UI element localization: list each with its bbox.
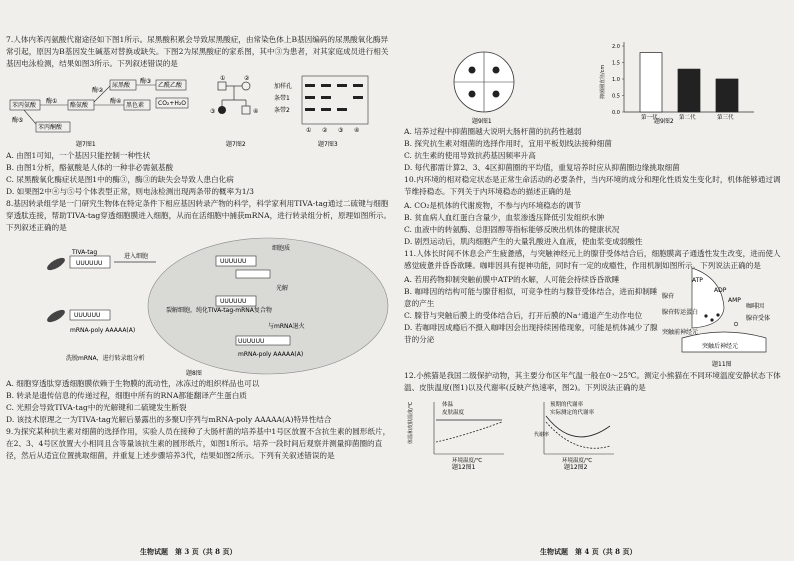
- adenosine-label: 腺苷: [662, 293, 675, 300]
- fig12-2-xlabel: 环境温度/℃: [562, 458, 593, 464]
- q10-option-c: C. 血液中的转氨酶、总胆固醇等指标能够反映出机体的健康状况: [404, 225, 620, 234]
- photolysis-label: 光解: [276, 285, 289, 292]
- gel-row-band2: 条带2: [274, 107, 290, 114]
- q11-figure-svg: [662, 268, 788, 372]
- q9-stem: 9.为探究某种抗生素对细菌的选择作用，实验人员在接种了大肠杆菌的培养基中1号区放置不含抗生素的圆形纸片，在2、3、4号区放置大小相同且含等量该抗生素的圆形纸片，如图1所示。培养一段时间后观察并测量抑菌圈的直径，然后从适宜位置挑取细菌，并重复上述步骤培养3代，结果如图2所示。下列有关叙述错误的是: [6, 427, 391, 460]
- bar: [678, 69, 700, 112]
- fig9-2-caption: 题9图2: [654, 118, 674, 125]
- x-tick-label: 第一代: [641, 115, 658, 121]
- y-tick-label: 1.5: [612, 60, 620, 67]
- q10-stem: 10.内环境的相对稳定状态是正常生命活动的必要条件，当内环境的成分和理化性质发生变化时，机体能够通过调节维持稳态。下列关于内环境稳态的描述正确的是: [404, 175, 781, 196]
- footer-right: 生物试题 第 4 页（共 8 页）: [540, 547, 637, 556]
- atp-label: ATP: [692, 277, 703, 284]
- svg-text:UUUUUU: UUUUUU: [74, 312, 101, 319]
- mrna-polya-label: mRNA-poly AAAAA(A): [70, 327, 136, 334]
- svg-text:mRNA-poly AAAAA(A): mRNA-poly AAAAA(A): [238, 351, 304, 358]
- fig7-1-caption: 题7图1: [76, 141, 96, 148]
- pedigree-4: [242, 106, 250, 114]
- q7-option-b: B. 由图1分析，酪氨酸是人体的一种非必需氨基酸: [6, 163, 174, 172]
- tiva-tag-label: TIVA-tag: [72, 249, 98, 256]
- q10-option-d: D. 剧烈运动后，肌肉细胞产生的大量乳酸进入血液，使血浆变成弱酸性: [404, 237, 643, 246]
- q11-stem: 11.人体长时间不休息会产生疲惫感，与突触神经元上的腺苷受体结合后，细胞膜离子通透性发生改变，进而使人感觉疲惫并昏昏欲睡。咖啡因具有提神功能，同时有一定的成瘾性，作用机制如图所示。下列说法正确的是: [404, 249, 781, 270]
- left-page: [6, 34, 394, 464]
- enzyme1-label: 酶①: [46, 98, 58, 105]
- q11-options: [404, 274, 660, 346]
- q9-figures: [404, 34, 788, 126]
- q9-option-a: A. 培养过程中抑菌圈越大说明大肠杆菌的抗药性越弱: [404, 127, 582, 136]
- q9-figure-svg: [404, 34, 788, 126]
- svg-text:①: ①: [306, 127, 312, 134]
- q10-option-a: A. CO₂是机体的代谢废物，不参与内环境稳态的调节: [404, 201, 582, 210]
- cytoplasm-label: 细胞质: [272, 245, 291, 252]
- amp-label: AMP: [728, 297, 741, 304]
- q9-option-c: C. 抗生素的使用导致抗药基因频率升高: [404, 151, 536, 160]
- node-co2-h2o: CO₂+H₂O: [158, 100, 186, 107]
- fig11-caption: 题11图: [712, 361, 732, 368]
- elute-label: 洗脱mRNA，进行转录组分析: [66, 355, 145, 362]
- fig12-2-legend-measured: 实际测定的代谢率: [550, 410, 595, 416]
- node-homogentisate: 尿黑酸: [112, 82, 131, 89]
- q9-bar-chart: [599, 42, 754, 121]
- right-page: [404, 34, 788, 470]
- fig7-3-caption: 题7图3: [318, 141, 338, 148]
- q7-option-c: C. 尿黑酸氧化酶症状是图1中的酶③，酶③的缺失会导致人患白化病: [6, 175, 234, 184]
- enter-cell-label: 进入细胞: [124, 253, 149, 260]
- q8-option-d: D. 该技术原理之一为TIVA-tag光解后暴露出的多聚U序列与mRNA-poly AAAAA(A)特异性结合: [6, 415, 332, 424]
- x-tick-label: 第二代: [679, 115, 696, 121]
- svg-text:UUUUUU: UUUUUU: [238, 338, 265, 345]
- pedigree-3: [218, 106, 226, 114]
- q8-figure: [6, 236, 394, 378]
- gel-row-band1: 条带1: [274, 95, 290, 102]
- transporter-label: 腺苷转运蛋白: [662, 309, 699, 316]
- y-tick-label: 0.5: [612, 93, 620, 100]
- q7-option-a: A. 由图1可知，一个基因只能控制一种性状: [6, 151, 151, 160]
- q7-stem: 7.人体内苯丙氨酸代谢途径如下图1所示。尿黑酸积累会导致尿黑酸症，由常染色体上B基因编码的尿黑酸氧化酶异常引起，原因为B基因发生碱基对替换或缺失。下图2为尿黑酸症的家系图，其中③为患者，对其家庭成员进行相关基因电泳检测，结果如图3所示。下列叙述错误的是: [6, 35, 389, 68]
- presynaptic-label: 突触前神经元: [662, 329, 699, 336]
- svg-text:UUUUUU: UUUUUU: [220, 258, 247, 265]
- enzyme4-label: 酶④: [110, 98, 122, 105]
- postsynaptic-label: 突触后神经元: [702, 343, 739, 350]
- fig12-2-legend-expected: 预期的代谢率: [550, 402, 584, 408]
- gel-row-wells: 加样孔: [274, 83, 293, 90]
- svg-text:UUUUUU: UUUUUU: [76, 260, 103, 267]
- q10-option-b: B. 贫血病人血红蛋白含量少，血浆渗透压降低引发组织水肿: [404, 213, 605, 222]
- footer-left: 生物试题 第 3 页（共 8 页）: [140, 547, 237, 556]
- fig12-2-caption: 题12图2: [564, 464, 588, 470]
- svg-text:④: ④: [354, 127, 360, 134]
- q8-option-a: A. 细胞穿透肽穿透细胞膜依赖于生物膜的流动性，冰冻过的组织样品也可以: [6, 379, 260, 388]
- enzyme2-label: 酶②: [92, 87, 104, 94]
- adp-label: ADP: [714, 287, 727, 294]
- caffeine-label: 咖啡因: [746, 303, 765, 310]
- pedigree-2: [242, 82, 250, 90]
- y-tick-label: 2.0: [612, 44, 620, 50]
- q7-figures: [6, 72, 394, 150]
- svg-text:③: ③: [210, 108, 216, 115]
- fig12-1-xlabel: 环境温度/℃: [452, 458, 483, 464]
- q12-figure-svg: [404, 396, 788, 470]
- svg-text:①: ①: [220, 75, 226, 82]
- x-tick-label: 第三代: [717, 115, 734, 121]
- node-melanin: 黑色素: [126, 102, 145, 109]
- fig9-1-caption: 题9图1: [472, 118, 492, 125]
- q11-option-d: D. 若咖啡因成瘾后不摄入咖啡因会出现持续困倦现象，可能是机体减少了腺苷的分泌: [404, 323, 658, 344]
- fig12-1-legend-body: 体温: [442, 402, 454, 408]
- q7-figure-svg: [6, 72, 394, 150]
- y-tick-label: 0.0: [612, 110, 620, 116]
- enzyme5-label: 酶⑤: [12, 117, 24, 124]
- lysis-label: 裂解细胞，纯化TIVA-tag-mRNA复合物: [166, 307, 272, 314]
- q11-block: [404, 274, 788, 370]
- svg-text:②: ②: [322, 127, 328, 134]
- fig12-1-ylabel: 体温和皮肤温度/℃: [408, 401, 414, 444]
- q12-stem: 12.小熊猫是我国二级保护动物，其主要分布区年气温一般在0～25℃。测定小熊猫在不同环境温度安静状态下体温、皮肤温度(图1)以及代谢率(反映产热速率，图2)。下列说法正确的是: [404, 371, 781, 392]
- node-acetoacetate: 乙酰乙酸: [158, 82, 183, 89]
- bar: [640, 53, 662, 112]
- gel-box: [302, 76, 368, 124]
- q9-option-d: D. 每代都需计算2、3、4区抑菌圈的平均值，重复培养时应从抑菌圈边缘挑取细菌: [404, 163, 680, 172]
- q8-option-c: C. 光照会导致TIVA-tag中的光解键和二硫键发生断裂: [6, 403, 187, 412]
- fig8-caption: 题8图: [186, 370, 202, 377]
- q11-option-a: A. 若用药物抑制突触前膜中ATP的水解，人可能会持续昏昏欲睡: [404, 275, 620, 284]
- node-tyrosine: 酪氨酸: [70, 102, 89, 109]
- y-tick-label: 1.0: [612, 77, 620, 83]
- svg-text:④: ④: [253, 108, 259, 115]
- bar: [716, 79, 738, 112]
- q7-option-d: D. 如果图2中④与⑤号个体表型正常，则电泳检测出现两条带的概率为1/3: [6, 187, 254, 196]
- anneal-label: 与mRNA退火: [268, 323, 305, 330]
- fig12-1-caption: 题12图1: [452, 464, 476, 470]
- fig12-2-ylabel: 代谢率: [534, 432, 550, 438]
- q11-option-b: B. 咖啡因的结构可能与腺苷相似，可竞争性的与腺苷受体结合，进而抑制睡意的产生: [404, 287, 658, 308]
- svg-text:UUUUUU: UUUUUU: [220, 298, 247, 305]
- q8-option-b: B. 转录是遗传信息的传递过程，细胞中所有的RNA都能翻译产生蛋白质: [6, 391, 247, 400]
- q12-figures: [404, 396, 788, 470]
- svg-text:③: ③: [338, 127, 344, 134]
- node-phenylalanine-text: 苯丙氨酸: [12, 102, 37, 109]
- fig12-1-legend-skin: 皮肤温度: [442, 410, 465, 416]
- q8-stem: 8.基因转录组学是一门研究生物体在特定条件下相应基因转录产物的科学，科学家利用TIVA-tag通过二硫键与细胞穿透肽连接，帮助TIVA-tag穿透细胞膜进入细胞，从而在活细胞中捕获mRNA，进行转录组分析，原理如图所示。下列叙述正确的是: [6, 199, 392, 232]
- q11-option-c: C. 腺苷与突触后膜上的受体结合后，打开后膜的Na⁺通道产生动作电位: [404, 311, 643, 320]
- fig7-2-caption: 题7图2: [226, 141, 246, 148]
- enzyme3-label: 酶③: [140, 78, 152, 85]
- y-axis-label: 抑菌圈直径/cm: [600, 64, 606, 99]
- node-phenylpyruvate: 苯丙酮酸: [38, 124, 63, 131]
- svg-text:②: ②: [244, 75, 250, 82]
- pedigree-1: [218, 82, 226, 90]
- q9-option-b: B. 探究抗生素对细菌的选择作用时，宜用平板划线法接种细菌: [404, 139, 612, 148]
- receptor-label: 腺苷受体: [746, 315, 771, 322]
- q8-figure-svg: [6, 236, 394, 378]
